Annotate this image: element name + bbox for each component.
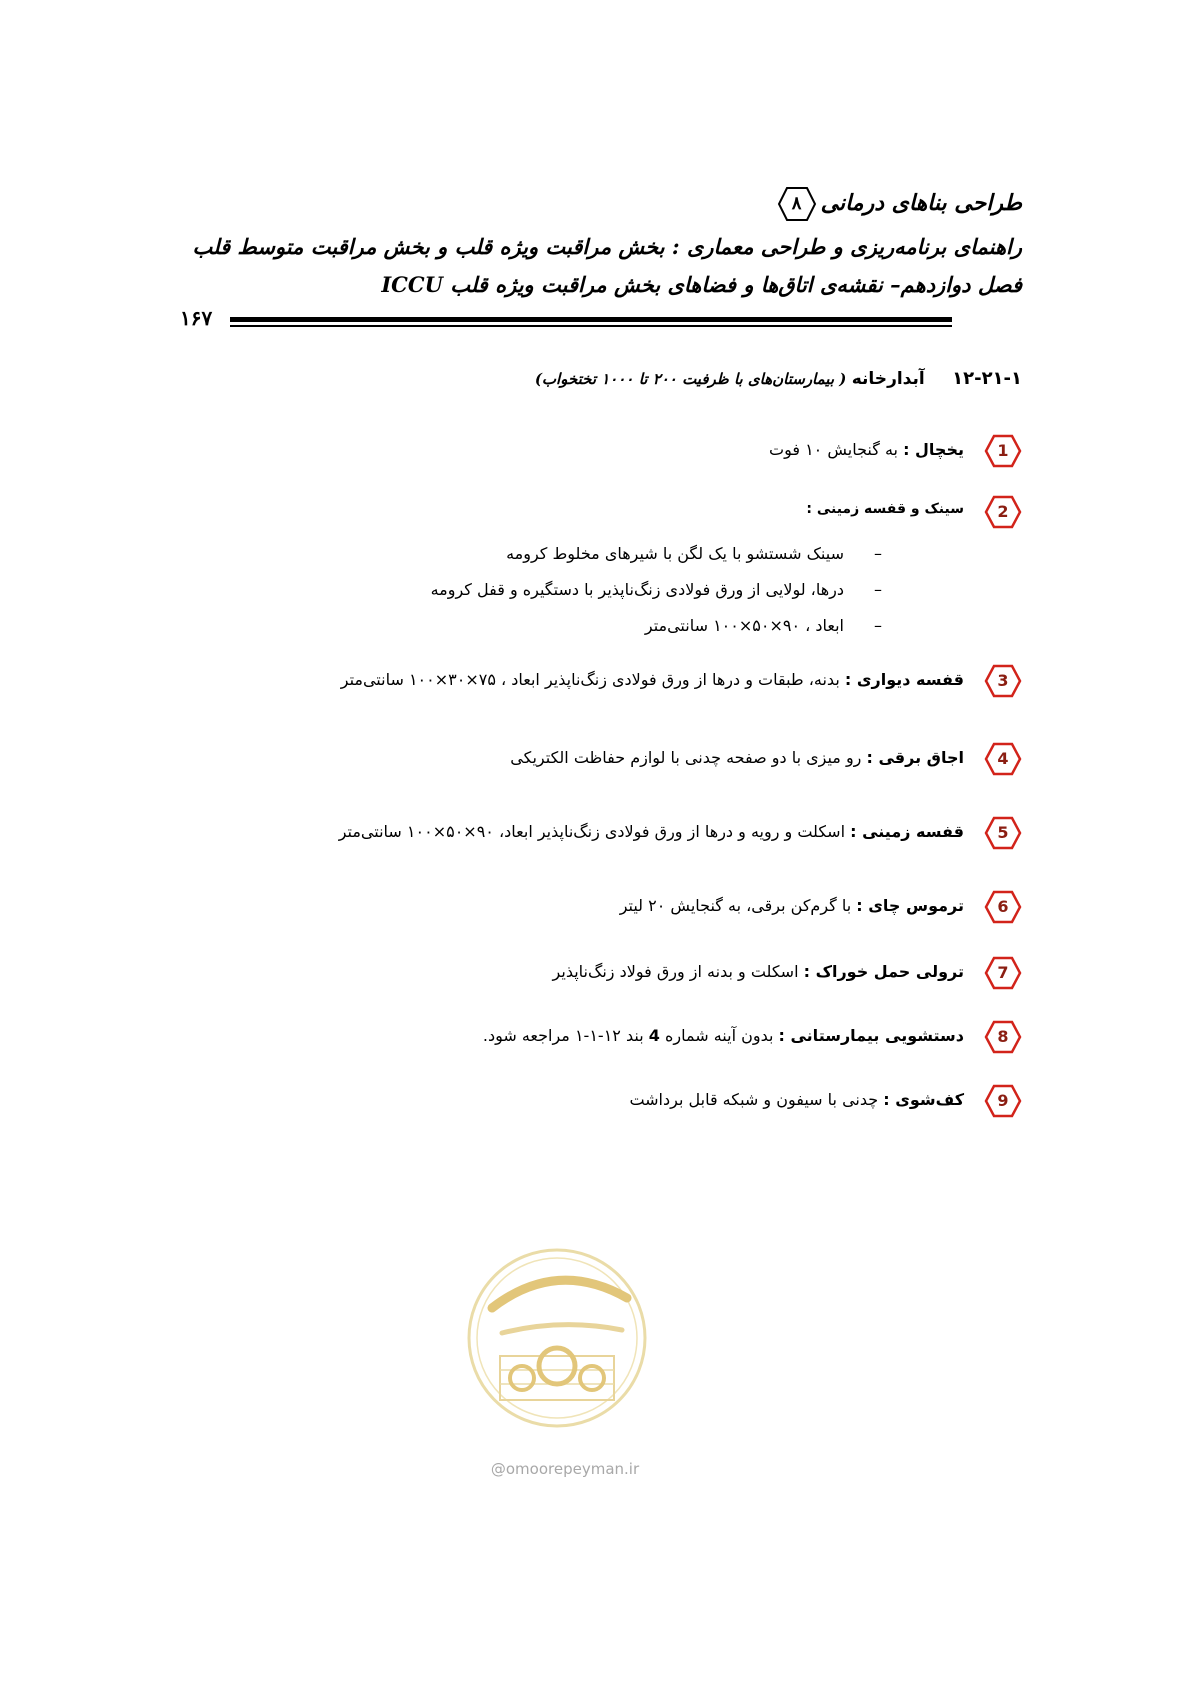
chapter-title: فصل دوازدهم– نقشه‌ی اتاق‌ها و فضاهای بخش مراقبت ویژه قلب ICCU	[381, 272, 1022, 297]
number-badge: 3	[984, 664, 1022, 698]
watermark-logo	[462, 1238, 652, 1448]
number-badge: 2	[984, 495, 1022, 529]
item-label: ترولی حمل خوراک :	[803, 962, 964, 981]
section-heading	[240, 368, 1022, 389]
section-subtitle: ( بیمارستان‌های با ظرفیت ۲۰۰ تا ۱۰۰۰ تختخواب)	[534, 370, 847, 388]
sub-list-item: – سینک شستشو با یک لگن با شیرهای مخلوط کرومه	[506, 544, 882, 563]
number-badge: 4	[984, 742, 1022, 776]
page-number: ۱۶۷	[180, 306, 213, 330]
book-title-text: طراحی بناهای درمانی	[820, 190, 1022, 216]
item-label: اجاق برقی :	[866, 748, 964, 767]
number-badge: 6	[984, 890, 1022, 924]
item-text: اسکلت و بدنه از ورق فولاد زنگ‌ناپذیر	[552, 962, 804, 981]
item-label: قفسه دیواری :	[844, 670, 964, 689]
item-text: بدنه، طبقات و درها از ورق فولادی زنگ‌ناپذیر ابعاد ، ۷۵×۳۰×۱۰۰ سانتی‌متر	[340, 670, 845, 689]
item-text: اسکلت و رویه و درها از ورق فولادی زنگ‌ناپذیر ابعاد، ۹۰×۵۰×۱۰۰ سانتی‌متر	[338, 822, 851, 841]
item-text: بدون آینه شماره	[659, 1026, 779, 1045]
item-label: قفسه زمینی :	[850, 822, 964, 841]
item-text: به گنجایش ۱۰ فوت	[769, 440, 904, 459]
number-badge: 7	[984, 956, 1022, 990]
item-label: کف‌شوی :	[883, 1090, 964, 1109]
item-text: با گرم‌کن برقی، به گنجایش ۲۰ لیتر	[619, 896, 857, 915]
item-text: رو میزی با دو صفحه چدنی با لوازم حفاظت الکتریکی	[510, 748, 867, 767]
sub-list-item: – درها، لولایی از ورق فولادی زنگ‌ناپذیر با دستگیره و قفل کرومه	[430, 580, 882, 599]
sub-list	[431, 543, 882, 651]
item-label: سینک و قفسه زمینی :	[806, 501, 964, 517]
guide-title: راهنمای برنامه‌ریزی و طراحی معماری : بخش مراقبت ویژه قلب و بخش مراقبت متوسط قلب	[192, 234, 1022, 259]
book-title	[215, 186, 1022, 222]
number-badge: 5	[984, 816, 1022, 850]
watermark-url: @omoorepeyman.ir	[490, 1460, 640, 1478]
header-divider-thin	[230, 325, 952, 327]
item-label: دستشویی بیمارستانی :	[778, 1026, 964, 1045]
volume-number: ۸	[791, 193, 802, 214]
item-label: ترموس چای :	[856, 896, 964, 915]
volume-badge	[777, 186, 817, 222]
header-divider-thick	[230, 317, 952, 322]
number-badge: 8	[984, 1020, 1022, 1054]
item-text-cont: بند ۱۲-۱-۱ مراجعه شود.	[482, 1026, 649, 1045]
item-ref-number: 4	[648, 1026, 660, 1045]
item-label: یخچال :	[903, 440, 964, 459]
number-badge: 1	[984, 434, 1022, 468]
sub-list-item: – ابعاد ، ۹۰×۵۰×۱۰۰ سانتی‌متر	[644, 616, 882, 635]
number-badge: 9	[984, 1084, 1022, 1118]
item-text: چدنی با سیفون و شبکه قابل برداشت	[629, 1090, 884, 1109]
section-title: آبدارخانه	[851, 369, 925, 389]
section-number: ۱۲-۲۱-۱	[952, 368, 1022, 389]
